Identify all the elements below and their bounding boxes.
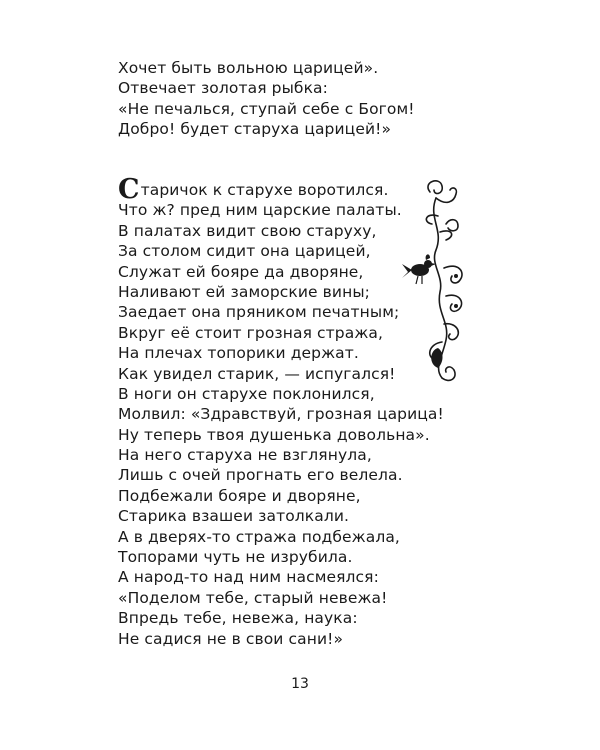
poem-line: Топорами чуть не изрубила. — [118, 548, 353, 567]
poem-line: Вкруг её стоит грозная стража, — [118, 323, 384, 342]
first-line-text: таричок к старухе воротился. — [140, 181, 389, 199]
poem-line: Заедает она пряником печатным; — [118, 303, 400, 322]
poem-line: «Поделом тебе, старый невежа! — [118, 588, 388, 607]
poem-line: На него старуха не взглянула, — [118, 446, 372, 465]
stanza-2 — [118, 174, 444, 649]
poem-line: В палатах видит свою старуху, — [118, 221, 377, 240]
poem-line: Старика взашеи затолкали. — [118, 507, 350, 526]
poem-line: Хочет быть вольною царицей». — [118, 59, 379, 77]
poem-line: За столом сидит она царицей, — [118, 242, 371, 261]
poem-line: Отвечает золотая рыбка: — [118, 79, 328, 98]
poem-line: «Не печалься, ступай себе с Богом! — [118, 99, 415, 118]
bird-vine-ornament-icon — [400, 172, 480, 392]
poem-line: Как увидел старик, — испугался! — [118, 364, 396, 383]
poem-line: Что ж? пред ним царские палаты. — [118, 201, 402, 220]
poem-line: На плечах топорики держат. — [118, 344, 359, 363]
poem-line: Наливают ей заморские вины; — [118, 282, 370, 301]
poem-line: Молвил: «Здравствуй, грозная царица! — [118, 405, 444, 424]
poem-line: Не садися не в свои сани!» — [118, 629, 344, 648]
poem-line: Впредь тебе, невежа, наука: — [118, 609, 358, 628]
poem-line: Ну теперь твоя душенька довольна». — [118, 425, 430, 444]
poem-line: А народ-то над ним насмеялся: — [118, 568, 379, 587]
poem-line: А в дверях-то стража подбежала, — [118, 527, 400, 546]
poem-line: Служат ей бояре да дворяне, — [118, 262, 364, 281]
poem-line: Добро! будет старуха царицей!» — [118, 120, 392, 139]
drop-cap-letter: С — [118, 174, 140, 205]
page-number: 13 — [291, 676, 309, 692]
poem-line: В ноги он старухе поклонился, — [118, 384, 375, 403]
stanza-1 — [118, 58, 415, 140]
poem-line: Подбежали бояре и дворяне, — [118, 486, 361, 505]
poem-line-first — [118, 174, 444, 205]
poem-line: Лишь с очей прогнать его велела. — [118, 466, 403, 485]
